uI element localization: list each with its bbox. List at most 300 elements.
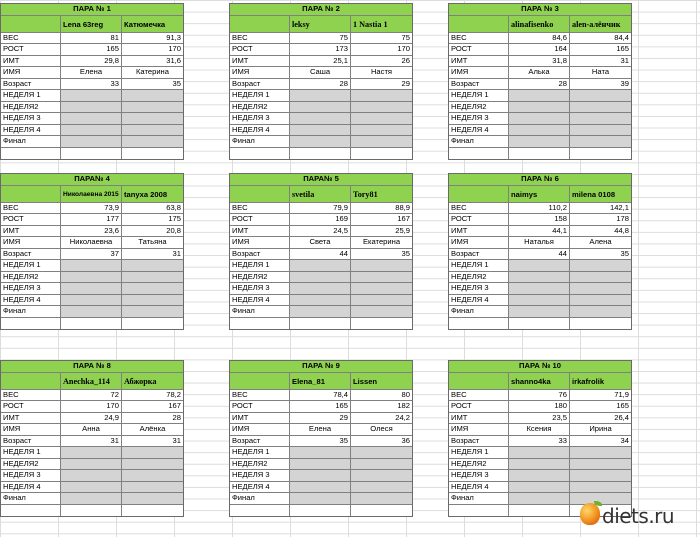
bmi-cell-1[interactable]: 23,6 [61, 226, 122, 237]
bmi-cell-1[interactable]: 24,5 [290, 226, 351, 237]
participant-1-nick[interactable]: Lena 63reg [61, 16, 122, 32]
row-label-age[interactable]: Возраст [449, 249, 509, 260]
row-label-weight[interactable]: ВЕС [1, 390, 61, 401]
week1-cell-2[interactable] [570, 447, 631, 458]
height-cell-2[interactable]: 165 [616, 401, 629, 410]
height-cell-2[interactable]: 165 [616, 44, 629, 53]
row-label-week3[interactable]: НЕДЕЛЯ 3 [449, 470, 509, 481]
weight-cell-2[interactable]: 71,9 [614, 389, 629, 399]
empty-cell[interactable] [570, 148, 631, 160]
row-label-final[interactable]: Финал [1, 493, 61, 504]
height-cell-1[interactable]: 180 [509, 401, 570, 412]
age-cell-2[interactable]: 34 [620, 435, 629, 445]
final-cell-2[interactable] [351, 136, 412, 147]
week3-cell-1[interactable] [290, 470, 351, 481]
names-label-cell[interactable] [449, 16, 509, 32]
row-label-final[interactable]: Финал [230, 493, 290, 504]
row-label-name[interactable]: ИМЯ [230, 237, 290, 248]
row-label-bmi[interactable]: ИМТ [449, 56, 509, 67]
participant-2-nick[interactable]: tanyxa 2008 [124, 189, 168, 199]
name-cell-1[interactable]: Алька [509, 67, 570, 78]
row-label-name[interactable]: ИМЯ [449, 67, 509, 78]
pair-title[interactable]: ПАРА № 3 [449, 4, 631, 16]
row-label-final[interactable]: Финал [449, 136, 509, 147]
week4-cell-2[interactable] [570, 482, 631, 493]
bmi-cell-2[interactable]: 31 [620, 55, 629, 65]
week1-cell-1[interactable] [509, 260, 570, 271]
week1-cell-1[interactable] [61, 90, 122, 101]
pair-title[interactable]: ПАРА№ 5 [230, 174, 412, 186]
row-label-height[interactable]: РОСТ [449, 214, 509, 225]
final-cell-1[interactable] [61, 493, 122, 504]
height-cell-2[interactable]: 175 [168, 214, 181, 223]
week4-cell-1[interactable] [290, 482, 351, 493]
weight-cell-1[interactable]: 84,6 [509, 33, 570, 44]
week3-cell-2[interactable] [351, 113, 412, 124]
week3-cell-1[interactable] [61, 113, 122, 124]
empty-cell[interactable] [122, 505, 183, 517]
weight-cell-2[interactable]: 84,4 [614, 32, 629, 42]
age-cell-1[interactable]: 44 [290, 249, 351, 260]
week1-cell-2[interactable] [351, 447, 412, 458]
height-cell-2[interactable]: 167 [168, 401, 181, 410]
row-label-bmi[interactable]: ИМТ [230, 226, 290, 237]
name-cell-1[interactable]: Наталья [509, 237, 570, 248]
height-cell-2[interactable]: 170 [397, 44, 410, 53]
week1-cell-1[interactable] [290, 260, 351, 271]
empty-cell[interactable] [61, 318, 122, 330]
bmi-cell-1[interactable]: 25,1 [290, 56, 351, 67]
participant-2-nick[interactable]: Катюмечка [124, 19, 166, 29]
week2-cell-1[interactable] [290, 272, 351, 283]
row-label-final[interactable]: Финал [449, 493, 509, 504]
row-label-week3[interactable]: НЕДЕЛЯ 3 [449, 283, 509, 294]
names-label-cell[interactable] [449, 186, 509, 202]
bmi-cell-1[interactable]: 31,8 [509, 56, 570, 67]
week4-cell-1[interactable] [290, 125, 351, 136]
week2-cell-2[interactable] [351, 459, 412, 470]
age-cell-2[interactable]: 36 [401, 435, 410, 445]
row-label-height[interactable]: РОСТ [449, 401, 509, 412]
final-cell-2[interactable] [122, 493, 183, 504]
pair-title[interactable]: ПАРА № 8 [1, 361, 183, 373]
row-label-week2[interactable]: НЕДЕЛЯ2 [1, 102, 61, 113]
row-label-week1[interactable]: НЕДЕЛЯ 1 [1, 447, 61, 458]
week4-cell-1[interactable] [509, 482, 570, 493]
row-label-weight[interactable]: ВЕС [230, 33, 290, 44]
row-label-height[interactable]: РОСТ [1, 401, 61, 412]
weight-cell-2[interactable]: 142,1 [609, 202, 629, 212]
week1-cell-1[interactable] [61, 447, 122, 458]
row-label-week4[interactable]: НЕДЕЛЯ 4 [1, 295, 61, 306]
bmi-cell-1[interactable]: 29,8 [61, 56, 122, 67]
bmi-cell-1[interactable]: 44,1 [509, 226, 570, 237]
week2-cell-1[interactable] [509, 102, 570, 113]
row-label-week3[interactable]: НЕДЕЛЯ 3 [1, 283, 61, 294]
age-cell-2[interactable]: 39 [620, 78, 629, 88]
row-label-age[interactable]: Возраст [230, 436, 290, 447]
bmi-cell-2[interactable]: 25,9 [395, 225, 410, 235]
name-cell-1[interactable]: Света [290, 237, 351, 248]
name-cell-2[interactable]: Алена [589, 237, 612, 246]
names-label-cell[interactable] [230, 373, 290, 389]
names-label-cell[interactable] [230, 16, 290, 32]
row-label-week1[interactable]: НЕДЕЛЯ 1 [230, 260, 290, 271]
row-label-height[interactable]: РОСТ [230, 44, 290, 55]
pair-title[interactable]: ПАРА № 9 [230, 361, 412, 373]
row-label-week4[interactable]: НЕДЕЛЯ 4 [230, 295, 290, 306]
empty-cell[interactable] [509, 505, 570, 517]
row-label-week1[interactable]: НЕДЕЛЯ 1 [449, 447, 509, 458]
height-cell-1[interactable]: 169 [290, 214, 351, 225]
age-cell-1[interactable]: 35 [290, 436, 351, 447]
names-label-cell[interactable] [230, 186, 290, 202]
age-cell-1[interactable]: 31 [61, 436, 122, 447]
empty-cell[interactable] [1, 318, 61, 330]
participant-2-nick[interactable]: milena 0108 [572, 189, 616, 199]
row-label-age[interactable]: Возраст [449, 79, 509, 90]
participant-2-nick[interactable]: Tory81 [353, 189, 378, 199]
height-cell-1[interactable]: 164 [509, 44, 570, 55]
final-cell-1[interactable] [290, 136, 351, 147]
name-cell-2[interactable]: Алёнка [139, 424, 166, 433]
empty-cell[interactable] [449, 505, 509, 517]
row-label-bmi[interactable]: ИМТ [449, 226, 509, 237]
participant-2-nick[interactable]: Абжорка [124, 376, 157, 386]
row-label-week3[interactable]: НЕДЕЛЯ 3 [230, 470, 290, 481]
height-cell-1[interactable]: 170 [61, 401, 122, 412]
empty-cell[interactable] [230, 148, 290, 160]
name-cell-1[interactable]: Елена [61, 67, 122, 78]
row-label-week2[interactable]: НЕДЕЛЯ2 [449, 102, 509, 113]
weight-cell-2[interactable]: 78,2 [166, 389, 181, 399]
weight-cell-2[interactable]: 80 [401, 389, 410, 399]
name-cell-2[interactable]: Олеся [370, 424, 393, 433]
row-label-age[interactable]: Возраст [230, 249, 290, 260]
row-label-age[interactable]: Возраст [1, 79, 61, 90]
row-label-final[interactable]: Финал [1, 306, 61, 317]
participant-1-nick[interactable]: naimys [509, 186, 570, 202]
row-label-name[interactable]: ИМЯ [230, 67, 290, 78]
row-label-height[interactable]: РОСТ [1, 214, 61, 225]
bmi-cell-2[interactable]: 24,2 [395, 412, 410, 422]
names-label-cell[interactable] [449, 373, 509, 389]
row-label-week1[interactable]: НЕДЕЛЯ 1 [1, 90, 61, 101]
row-label-week1[interactable]: НЕДЕЛЯ 1 [230, 447, 290, 458]
row-label-name[interactable]: ИМЯ [1, 237, 61, 248]
week3-cell-2[interactable] [351, 470, 412, 481]
week1-cell-1[interactable] [509, 447, 570, 458]
pair-title[interactable]: ПАРА № 1 [1, 4, 183, 16]
empty-cell[interactable] [570, 318, 631, 330]
row-label-name[interactable]: ИМЯ [230, 424, 290, 435]
row-label-week2[interactable]: НЕДЕЛЯ2 [230, 102, 290, 113]
row-label-name[interactable]: ИМЯ [449, 424, 509, 435]
week4-cell-1[interactable] [61, 125, 122, 136]
weight-cell-2[interactable]: 63,8 [166, 202, 181, 212]
row-label-final[interactable]: Финал [230, 136, 290, 147]
week3-cell-2[interactable] [122, 470, 183, 481]
participant-2-nick[interactable]: 1 Nastia 1 [353, 19, 388, 29]
empty-cell[interactable] [290, 505, 351, 517]
names-label-cell[interactable] [1, 16, 61, 32]
age-cell-2[interactable]: 29 [401, 78, 410, 88]
weight-cell-1[interactable]: 76 [509, 390, 570, 401]
week1-cell-1[interactable] [509, 90, 570, 101]
row-label-week2[interactable]: НЕДЕЛЯ2 [1, 459, 61, 470]
week1-cell-2[interactable] [570, 260, 631, 271]
age-cell-2[interactable]: 35 [401, 248, 410, 258]
height-cell-2[interactable]: 178 [616, 214, 629, 223]
week4-cell-2[interactable] [351, 125, 412, 136]
pair-title[interactable]: ПАРА № 6 [449, 174, 631, 186]
age-cell-2[interactable]: 35 [620, 248, 629, 258]
height-cell-2[interactable]: 170 [168, 44, 181, 53]
row-label-height[interactable]: РОСТ [230, 401, 290, 412]
name-cell-1[interactable]: Елена [290, 424, 351, 435]
week3-cell-2[interactable] [570, 470, 631, 481]
final-cell-1[interactable] [290, 493, 351, 504]
week4-cell-2[interactable] [570, 295, 631, 306]
row-label-age[interactable]: Возраст [449, 436, 509, 447]
week3-cell-1[interactable] [61, 470, 122, 481]
row-label-week2[interactable]: НЕДЕЛЯ2 [449, 272, 509, 283]
week2-cell-2[interactable] [122, 272, 183, 283]
week1-cell-1[interactable] [290, 90, 351, 101]
row-label-name[interactable]: ИМЯ [1, 424, 61, 435]
name-cell-1[interactable]: Анна [61, 424, 122, 435]
week4-cell-2[interactable] [351, 482, 412, 493]
name-cell-2[interactable]: Екатерина [362, 237, 401, 246]
row-label-bmi[interactable]: ИМТ [230, 413, 290, 424]
week4-cell-2[interactable] [122, 295, 183, 306]
age-cell-2[interactable]: 31 [172, 435, 181, 445]
final-cell-2[interactable] [570, 136, 631, 147]
participant-2-nick[interactable]: irkafrolik [572, 376, 605, 386]
row-label-weight[interactable]: ВЕС [230, 390, 290, 401]
pair-title[interactable]: ПАРА № 10 [449, 361, 631, 373]
row-label-age[interactable]: Возраст [1, 249, 61, 260]
row-label-week1[interactable]: НЕДЕЛЯ 1 [1, 260, 61, 271]
final-cell-1[interactable] [290, 306, 351, 317]
row-label-week2[interactable]: НЕДЕЛЯ2 [449, 459, 509, 470]
final-cell-1[interactable] [509, 493, 570, 504]
row-label-week3[interactable]: НЕДЕЛЯ 3 [449, 113, 509, 124]
age-cell-1[interactable]: 28 [290, 79, 351, 90]
row-label-week2[interactable]: НЕДЕЛЯ2 [230, 272, 290, 283]
bmi-cell-2[interactable]: 44,8 [614, 225, 629, 235]
bmi-cell-2[interactable]: 28 [172, 412, 181, 422]
row-label-week3[interactable]: НЕДЕЛЯ 3 [1, 113, 61, 124]
final-cell-2[interactable] [122, 136, 183, 147]
row-label-week1[interactable]: НЕДЕЛЯ 1 [449, 260, 509, 271]
row-label-week4[interactable]: НЕДЕЛЯ 4 [449, 295, 509, 306]
empty-cell[interactable] [351, 318, 412, 330]
row-label-week4[interactable]: НЕДЕЛЯ 4 [230, 482, 290, 493]
age-cell-1[interactable]: 33 [61, 79, 122, 90]
empty-cell[interactable] [61, 148, 122, 160]
week4-cell-2[interactable] [570, 125, 631, 136]
bmi-cell-2[interactable]: 31,6 [166, 55, 181, 65]
participant-1-nick[interactable]: Николаевна 2015 [61, 186, 122, 202]
week2-cell-1[interactable] [509, 459, 570, 470]
row-label-name[interactable]: ИМЯ [449, 237, 509, 248]
row-label-weight[interactable]: ВЕС [230, 203, 290, 214]
week3-cell-2[interactable] [122, 283, 183, 294]
bmi-cell-2[interactable]: 20,8 [166, 225, 181, 235]
week2-cell-2[interactable] [570, 102, 631, 113]
week1-cell-2[interactable] [122, 447, 183, 458]
week1-cell-2[interactable] [570, 90, 631, 101]
age-cell-1[interactable]: 37 [61, 249, 122, 260]
names-label-cell[interactable] [1, 373, 61, 389]
week3-cell-2[interactable] [570, 113, 631, 124]
empty-cell[interactable] [230, 318, 290, 330]
week2-cell-2[interactable] [351, 272, 412, 283]
name-cell-2[interactable]: Татьяна [138, 237, 167, 246]
weight-cell-1[interactable]: 81 [61, 33, 122, 44]
week1-cell-1[interactable] [61, 260, 122, 271]
names-label-cell[interactable] [1, 186, 61, 202]
row-label-bmi[interactable]: ИМТ [449, 413, 509, 424]
height-cell-1[interactable]: 165 [290, 401, 351, 412]
name-cell-2[interactable]: Катерина [136, 67, 169, 76]
participant-1-nick[interactable]: shanno4ka [509, 373, 570, 389]
row-label-weight[interactable]: ВЕС [449, 390, 509, 401]
final-cell-1[interactable] [509, 136, 570, 147]
row-label-week3[interactable]: НЕДЕЛЯ 3 [230, 283, 290, 294]
row-label-height[interactable]: РОСТ [230, 214, 290, 225]
week3-cell-2[interactable] [570, 283, 631, 294]
row-label-name[interactable]: ИМЯ [1, 67, 61, 78]
week3-cell-1[interactable] [61, 283, 122, 294]
row-label-weight[interactable]: ВЕС [449, 203, 509, 214]
week2-cell-2[interactable] [351, 102, 412, 113]
bmi-cell-1[interactable]: 29 [290, 413, 351, 424]
row-label-final[interactable]: Финал [1, 136, 61, 147]
week4-cell-2[interactable] [122, 482, 183, 493]
row-label-week4[interactable]: НЕДЕЛЯ 4 [1, 125, 61, 136]
final-cell-2[interactable] [351, 306, 412, 317]
bmi-cell-2[interactable]: 26,4 [614, 412, 629, 422]
week1-cell-1[interactable] [290, 447, 351, 458]
row-label-height[interactable]: РОСТ [449, 44, 509, 55]
week2-cell-1[interactable] [509, 272, 570, 283]
age-cell-1[interactable]: 33 [509, 436, 570, 447]
height-cell-1[interactable]: 158 [509, 214, 570, 225]
weight-cell-1[interactable]: 110,2 [509, 203, 570, 214]
row-label-week2[interactable]: НЕДЕЛЯ2 [230, 459, 290, 470]
week3-cell-2[interactable] [351, 283, 412, 294]
height-cell-2[interactable]: 182 [397, 401, 410, 410]
height-cell-2[interactable]: 167 [397, 214, 410, 223]
week2-cell-2[interactable] [122, 102, 183, 113]
empty-cell[interactable] [230, 505, 290, 517]
row-label-week4[interactable]: НЕДЕЛЯ 4 [449, 482, 509, 493]
week3-cell-1[interactable] [509, 470, 570, 481]
row-label-week4[interactable]: НЕДЕЛЯ 4 [1, 482, 61, 493]
week2-cell-1[interactable] [61, 102, 122, 113]
week2-cell-1[interactable] [290, 459, 351, 470]
row-label-bmi[interactable]: ИМТ [1, 413, 61, 424]
name-cell-1[interactable]: Николаевна [61, 237, 122, 248]
pair-title[interactable]: ПАРА № 2 [230, 4, 412, 16]
final-cell-1[interactable] [61, 136, 122, 147]
empty-cell[interactable] [1, 148, 61, 160]
row-label-week1[interactable]: НЕДЕЛЯ 1 [230, 90, 290, 101]
empty-cell[interactable] [351, 148, 412, 160]
row-label-week2[interactable]: НЕДЕЛЯ2 [1, 272, 61, 283]
empty-cell[interactable] [509, 318, 570, 330]
height-cell-1[interactable]: 177 [61, 214, 122, 225]
empty-cell[interactable] [351, 505, 412, 517]
empty-cell[interactable] [61, 505, 122, 517]
week3-cell-2[interactable] [122, 113, 183, 124]
week2-cell-1[interactable] [290, 102, 351, 113]
row-label-final[interactable]: Финал [230, 306, 290, 317]
weight-cell-1[interactable]: 78,4 [290, 390, 351, 401]
pair-title[interactable]: ПАРА№ 4 [1, 174, 183, 186]
week4-cell-1[interactable] [61, 295, 122, 306]
row-label-age[interactable]: Возраст [230, 79, 290, 90]
row-label-final[interactable]: Финал [449, 306, 509, 317]
final-cell-2[interactable] [570, 306, 631, 317]
bmi-cell-1[interactable]: 24,9 [61, 413, 122, 424]
row-label-bmi[interactable]: ИМТ [230, 56, 290, 67]
week3-cell-1[interactable] [509, 283, 570, 294]
name-cell-2[interactable]: Ната [591, 67, 610, 76]
row-label-weight[interactable]: ВЕС [1, 33, 61, 44]
name-cell-1[interactable]: Саша [290, 67, 351, 78]
weight-cell-2[interactable]: 91,3 [166, 32, 181, 42]
name-cell-2[interactable]: Настя [370, 67, 393, 76]
age-cell-1[interactable]: 28 [509, 79, 570, 90]
week1-cell-2[interactable] [122, 260, 183, 271]
row-label-week3[interactable]: НЕДЕЛЯ 3 [1, 470, 61, 481]
week2-cell-1[interactable] [61, 459, 122, 470]
week4-cell-1[interactable] [290, 295, 351, 306]
height-cell-1[interactable]: 165 [61, 44, 122, 55]
age-cell-1[interactable]: 44 [509, 249, 570, 260]
participant-1-nick[interactable]: leksy [290, 16, 351, 32]
weight-cell-1[interactable]: 75 [290, 33, 351, 44]
row-label-age[interactable]: Возраст [1, 436, 61, 447]
final-cell-1[interactable] [509, 306, 570, 317]
participant-2-nick[interactable]: alen-алёнчик [572, 19, 621, 29]
week3-cell-1[interactable] [290, 113, 351, 124]
participant-1-nick[interactable]: Elena_81 [290, 373, 351, 389]
empty-cell[interactable] [290, 148, 351, 160]
row-label-week3[interactable]: НЕДЕЛЯ 3 [230, 113, 290, 124]
empty-cell[interactable] [449, 318, 509, 330]
empty-cell[interactable] [1, 505, 61, 517]
empty-cell[interactable] [509, 148, 570, 160]
week3-cell-1[interactable] [290, 283, 351, 294]
row-label-weight[interactable]: ВЕС [449, 33, 509, 44]
row-label-week1[interactable]: НЕДЕЛЯ 1 [449, 90, 509, 101]
row-label-height[interactable]: РОСТ [1, 44, 61, 55]
row-label-week4[interactable]: НЕДЕЛЯ 4 [230, 125, 290, 136]
final-cell-2[interactable] [351, 493, 412, 504]
final-cell-2[interactable] [122, 306, 183, 317]
age-cell-2[interactable]: 31 [172, 248, 181, 258]
final-cell-1[interactable] [61, 306, 122, 317]
weight-cell-1[interactable]: 79,9 [290, 203, 351, 214]
age-cell-2[interactable]: 35 [172, 78, 181, 88]
empty-cell[interactable] [449, 148, 509, 160]
week2-cell-2[interactable] [570, 272, 631, 283]
week4-cell-1[interactable] [509, 125, 570, 136]
